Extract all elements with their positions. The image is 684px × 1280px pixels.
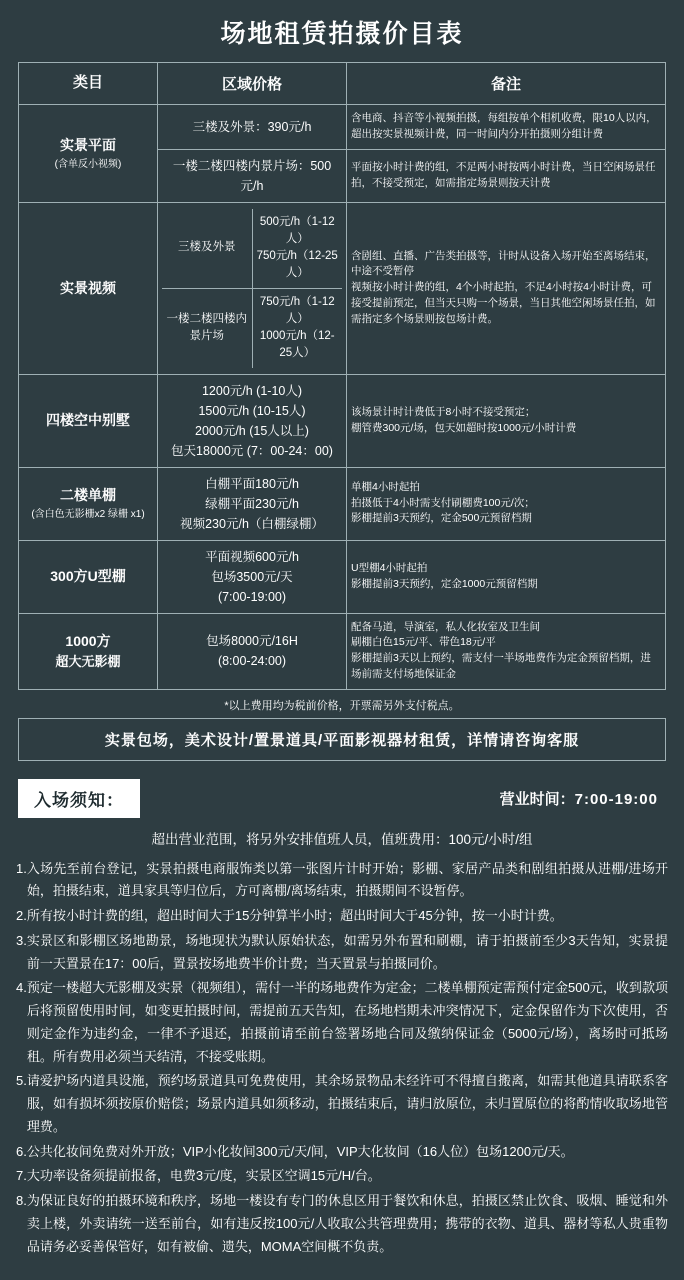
row-note: U型棚4小时起拍 影棚提前3天预约，定金1000元预留档期 [347, 540, 666, 613]
subgrid-label: 三楼及外景 [162, 209, 252, 289]
row-note: 含电商、抖音等小视频拍摄，每组按单个相机收费，限10人以内，超出按实景视频计费，同一时间内分开拍摄则分组计费 [347, 105, 666, 150]
notice-header [18, 779, 666, 818]
category-label: 二楼单棚 [60, 487, 116, 504]
rule-number: 1. [16, 860, 27, 876]
rules-list [16, 858, 668, 1259]
rule-text: 大功率设备须提前报备，电费3元/度，实景区空调15元/H/台。 [26, 1168, 381, 1184]
rule-number: 6. [16, 1143, 27, 1159]
subgrid-value: 500元/h（1-12人） 750元/h（12-25人） [252, 209, 342, 289]
overtime-note: 超出营业范围，将另外安排值班人员，值班费用：100元/小时/组 [151, 831, 533, 847]
price-table-wrap [0, 62, 684, 690]
rule-text: 所有按小时计费的组，超出时间大于15分钟算半小时；超出时间大于45分钟，按一小时计费。 [26, 908, 563, 923]
rule-number: 3. [16, 932, 27, 948]
rule-number: 2. [16, 908, 27, 923]
business-hours-label: 营业时间： [499, 790, 575, 808]
category-label: 300方U型棚 [50, 568, 126, 585]
table-row [19, 202, 666, 374]
category-sublabel: 超大无影棚 [55, 653, 121, 669]
row-category [19, 540, 158, 613]
category-label: 四楼空中别墅 [46, 412, 130, 429]
row-note: 单棚4小时起拍 拍摄低于4小时需支付刷棚费100元/次； 影棚提前3天预约，定金500元预留档期 [347, 467, 666, 540]
row-price: 白棚平面180元/h 绿棚平面230元/h 视频230元/h（白棚绿棚） [158, 467, 347, 540]
list-item [16, 1070, 668, 1138]
category-label: 实景视频 [60, 279, 116, 296]
row-category [19, 467, 158, 540]
row-price: 一楼二楼四楼内景片场：500元/h [158, 149, 347, 202]
row-note: 该场景计时计费低于8小时不接受预定； 棚管费300元/场，包天如超时按1000元/小时计费 [347, 374, 666, 467]
business-hours [500, 788, 666, 809]
header-category: 类目 [19, 63, 158, 105]
row-category [19, 202, 158, 374]
subgrid-row [162, 209, 342, 289]
table-row [19, 374, 666, 467]
tax-note: *以上费用均为税前价格，开票需另外支付税点。 [224, 699, 460, 712]
list-item [16, 905, 668, 928]
list-item [16, 1141, 668, 1164]
list-item [16, 858, 668, 904]
category-label: 实景平面 [60, 136, 116, 153]
rule-text: 预定一楼超大无影棚及实景（视频组），需付一半的场地费作为定金；二楼单棚预定需预付定金500元，收到款项后将预留使用时间，如变更拍摄时间，需提前五天告知，在场地档期未冲突情况下，定金保留作为下次使用，否则定金作为违约金，一律不予退还，拍摄前请至前台签署场地合同及缴纳保证金（5000元/场），离场时可抵场租。所有费用必须当天结清，不接受账期。 [26, 980, 668, 1064]
row-note: 含剧组、直播、广告类拍摄等，计时从设备入场开始至离场结束，中途不受暂停 视频按小时计费的组，4个小时起拍，不足4小时按4小时计费，可接受提前预定，但当天只购一个场景，当日其他空闲场景任拍，如需指定多个场景则按包场计费。 [347, 202, 666, 374]
row-category [19, 105, 158, 203]
row-price: 包场8000元/16H (8:00-24:00) [158, 613, 347, 689]
row-price: 三楼及外景：390元/h [158, 105, 347, 150]
header-price: 区域价格 [158, 63, 347, 105]
list-item [16, 930, 668, 976]
rule-text: 入场先至前台登记，实景拍摄电商服饰类以第一张图片计时开始；影棚、家居产品类和剧组拍摄从进棚/进场开始，拍摄结束，道具家具等归位后，方可离棚/离场结束，拍摄期间不设暂停。 [26, 860, 668, 899]
row-price-grid [158, 202, 347, 374]
category-label: 1000方 [65, 632, 111, 649]
rule-text: 公共化妆间免费对外开放；VIP小化妆间300元/天/间，VIP大化妆间（16人位）包场1200元/天。 [26, 1143, 574, 1159]
rule-number: 7. [16, 1168, 27, 1184]
row-category [19, 374, 158, 467]
price-subgrid [162, 209, 342, 368]
page-title: 场地租赁拍摄价目表 [220, 20, 464, 48]
list-item [16, 977, 668, 1068]
category-sublabel: (含单反小视频) [54, 158, 122, 170]
header-note: 备注 [347, 63, 666, 105]
business-hours-value: 7:00-19:00 [574, 790, 658, 808]
rule-number: 5. [16, 1073, 27, 1089]
rule-text: 请爱护场内道具设施，预约场景道具可免费使用，其余场景物品未经许可不得擅自搬离，如需其他道具请联系客服，如有损坏须按原价赔偿；场景内道具如须移动，拍摄结束后，请归放原位，未归置原位的将酌情收取场地管理费。 [26, 1073, 668, 1134]
row-price: 平面视频600元/h 包场3500元/天 (7:00-19:00) [158, 540, 347, 613]
subgrid-row [162, 288, 342, 368]
list-item [16, 1190, 668, 1258]
price-table [18, 62, 666, 690]
table-row [19, 467, 666, 540]
category-sublabel: (含白色无影栅x2 绿栅 x1) [31, 508, 145, 520]
list-item [16, 1165, 668, 1188]
subgrid-value: 750元/h（1-12人） 1000元/h（12-25人） [252, 288, 342, 368]
row-note: 平面按小时计费的组，不足两小时按两小时计费，当日空闲场景任拍，不接受预定，如需指定场景则按天计费 [347, 149, 666, 202]
table-row [19, 105, 666, 150]
table-row [19, 613, 666, 689]
rule-text: 为保证良好的拍摄环境和秩序，场地一楼设有专门的休息区用于餐饮和休息，拍摄区禁止饮食、吸烟、睡觉和外卖上楼，外卖请统一送至前台，如有违反按100元/人收取公共管理费用；携带的衣物、道具、器材等私人贵重物品请务必妥善保管好，如有被偷、遗失，MOMA空间概不负责。 [26, 1193, 668, 1254]
rule-text: 实景区和影棚区场地勘景，场地现状为默认原始状态，如需另外布置和刷棚，请于拍摄前至少3天告知，实景提前一天置景在17：00后，置景按场地费半价计费；当天置景与拍摄同价。 [26, 932, 668, 971]
table-header-row [19, 63, 666, 105]
row-price: 1200元/h (1-10人) 1500元/h (10-15人) 2000元/h (15人以上) 包天18000元 (7：00-24：00) [158, 374, 347, 467]
table-row [19, 540, 666, 613]
rule-number: 8. [16, 1193, 27, 1208]
row-category [19, 613, 158, 689]
services-banner: 实景包场，美术设计/置景道具/平面影视器材租赁，详情请咨询客服 [18, 718, 666, 761]
row-note: 配备马道，导演室，私人化妆室及卫生间 刷棚白色15元/平、带色18元/平 影棚提前3天以上预约，需支付一半场地费作为定金预留档期，进场前需支付场地保证金 [347, 613, 666, 689]
notice-tag: 入场须知： [18, 779, 140, 818]
subgrid-label: 一楼二楼四楼内景片场 [162, 288, 252, 368]
rule-number: 4. [16, 980, 27, 996]
